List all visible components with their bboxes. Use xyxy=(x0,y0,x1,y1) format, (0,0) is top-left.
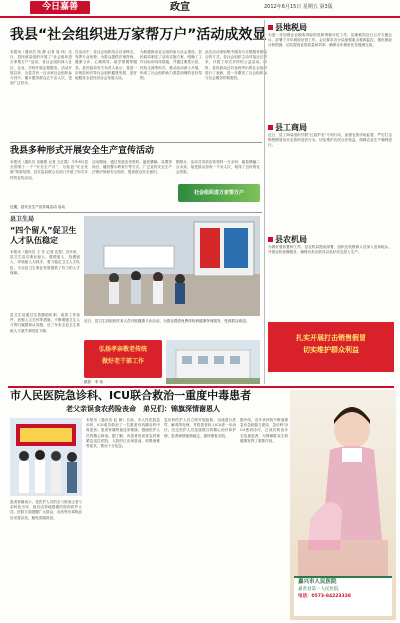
hospital-ad xyxy=(290,390,396,620)
story3-photo xyxy=(84,216,260,316)
story3-photo-caption: 近日，县卫生局组织医务人员开展健康义诊活动，为群众提供免费体检和健康咨询服务，受到群众欢迎。 xyxy=(84,319,250,323)
right-column xyxy=(268,22,392,93)
lead-column-2: 在活动中，各社会组织结合自身特点，发挥专业优势，为群众提供法律咨询、健康义诊、心理疏导、助学帮困等服务。县民政局有关负责人表示，将进一步规范和引导社会组织健康发展，更好地服务全县经济社会发展大局。 xyxy=(75,50,137,81)
hospital-column-2: 急诊科医护人员立即开展抢救，迅速进行洗胃、解毒等处理，并将患者转入ICU进一步治疗。经过医护人员连续数日的精心治疗和护理，患者病情逐渐稳定，最终康复出院。 xyxy=(164,418,236,438)
green-banner-text: 社会组织进万家帮万户 xyxy=(193,190,244,196)
lead-column-4: 此次活动采取集中服务与分散服务相结合的方式，各社会组织主动对接社区需求，开展了形式多样的公益活动。同时，县民政局还对表现突出的社会组织进行了表彰，进一步激发了社会组织参与社会服务的积极性。 xyxy=(205,50,267,81)
nurse-figure-illustration xyxy=(290,390,396,580)
section-name: 政宣 xyxy=(170,2,190,13)
hospital-ad-name: 嘉兴市人民医院 xyxy=(298,579,337,585)
red-ad-banner xyxy=(268,322,394,372)
doctors-illustration xyxy=(10,418,82,496)
right-box-3 xyxy=(268,234,392,301)
box3-text: 为做好夏收夏种工作，县农机局提前部署，组织农机维修人员深入田间地头，开展农机检修服务，确保各类农机具以良好状态投入生产。 xyxy=(268,245,392,255)
right-box-2 xyxy=(268,122,392,183)
box1-text: 为进一步加强企业税收风险防范和纳税评估工作，县地税局近日召开专题会议，部署下半年税收征管工作。会议要求各分局加强重点税源监控，强化税收分析预测，切实提高征管质量和效率，确保全年税收任务圆满完成。 xyxy=(268,33,392,48)
story2-headline: 我县多种形式开展安全生产宣传活动 xyxy=(10,146,155,156)
hospital-headline: 市人民医院急诊科、ICU联合救治一重度中毒患者 xyxy=(10,389,252,402)
hospital-subhead: 老父亲误食农药险丧命 弟兄们：锦旗深情谢恩人 xyxy=(66,405,220,413)
story3-headline: “四个留人”促卫生人才队伍稳定 xyxy=(10,226,77,245)
box3-title xyxy=(268,234,392,245)
lead-column-1: 本报讯（通讯员 钱 静 记者 周 伟）近日，县民政局组织开展了“社会组织进万家帮万户”活动，各社会组织深入社区、企业、学校开展志愿服务。活动开展以来，全县共有一百余家社会组织参与其中，累计服务群众五千余人次，受到广泛好评。 xyxy=(10,50,72,86)
story3-column-1: 本报讯（通讯员 王 芳 记者 沈思）近年来，县卫生局以事业留人、感情留人、待遇留人、环境留人为抓手，着力稳定卫生人才队伍，为全县卫生事业发展提供了有力的人才保障。 xyxy=(10,250,80,275)
story2-column-3: 据统计，活动共发放宣传资料一万余份，悬挂横幅二百余条，接受群众咨询一千余人次，取得了良好的社会效果。 xyxy=(176,160,260,175)
slogan-photo xyxy=(166,340,260,384)
story3-kicker: 县卫生局 xyxy=(10,216,35,223)
hospital-column-4: 据介绍，近年来该院不断加强急诊急救能力建设，急诊科与ICU密切协作，已成功救治多名危重患者，为保障群众生命健康发挥了重要作用。 xyxy=(240,418,288,443)
issue-info: 2012年6月15日 星期五 第3版 xyxy=(264,4,333,10)
story2-column-2: 活动期间，通过发放宣传资料、悬挂横幅、设置咨询台、播放警示教育片等方式，广泛宣传安全生产法律法规和安全知识，提高群众安全意识。 xyxy=(92,160,172,175)
divider xyxy=(10,212,262,213)
red-ad-line-2: 切实维护群众利益 xyxy=(303,346,359,354)
box3-title-text: 县农机局 xyxy=(275,235,307,244)
divider xyxy=(10,142,262,143)
building-illustration xyxy=(166,340,260,384)
slogan-credit: 摄影：李 伟 xyxy=(84,380,104,384)
hospital-column-3: 患者家属表示，是医护人员的全力救治让老父亲转危为安，他们由衷地感谢医院和医护人员。医院方面提醒广大群众，农药等有毒物品应妥善存放，避免误服误食。 xyxy=(10,500,82,520)
lead-column-3: 为积极推动社会组织参与社会建设，县民政局制定了活动实施方案，明确了工作目标和具体措施，并通过典型示范、经验交流等形式，推动活动深入开展，形成了社会组织助力基层治理的良好氛围。 xyxy=(140,50,202,81)
story3-column-2: 县卫生局通过完善激励机制、改善工作条件、加强人文关怀等措施，不断增强卫生人才的归属感和认同感，近三年来全县卫生系统人才流失率明显下降。 xyxy=(10,313,80,333)
masthead xyxy=(0,0,400,18)
slogan-line-1: 弘扬孝亲敬老传统 xyxy=(98,346,147,353)
bullet-square-icon xyxy=(268,237,273,242)
red-ad-line-1: 扎实开展打击销售假冒 xyxy=(296,334,366,342)
section-divider xyxy=(8,386,394,388)
hospital-ad-sub: 嘉善县第一人民医院 xyxy=(298,587,339,592)
newspaper-logo: 今日嘉善 xyxy=(30,1,90,14)
box2-text: 近日，县工商局组织开展“红盾护农”专项行动，加强农资市场监管，严厉打击销售假冒伪劣农资的违法行为，切实维护农民合法权益，保障农业生产顺利进行。 xyxy=(268,133,392,148)
hospital-column-1: 本报讯（通讯员 赵 颖）日前，市人民医院急诊科、ICU成功救治了一名重度有机磷农药中毒患者。患者家属特意送来锦旗，感谢医护人员的精心救治。据了解，该患者因误食农药被紧急送往医院，入院时已出现昏迷、呼吸困难等症状，情况十分危急。 xyxy=(86,418,160,449)
box2-title xyxy=(268,122,392,133)
slogan-box xyxy=(84,340,162,378)
column-divider xyxy=(264,20,265,384)
slogan-line-2: 做好老干部工作 xyxy=(101,358,144,365)
box1-title xyxy=(268,22,392,33)
box1-title-text: 县地税局 xyxy=(275,23,307,32)
story2-footnote: 近期，县安全生产宣传周活动 启动 xyxy=(10,205,66,209)
hospital-ad-footer xyxy=(294,576,392,616)
hospital-photo xyxy=(10,418,82,496)
bullet-square-icon xyxy=(268,125,273,130)
outdoor-scene-illustration xyxy=(84,216,260,316)
green-banner xyxy=(178,184,260,202)
lead-headline: 我县“社会组织进万家帮万户”活动成效显 xyxy=(10,27,267,43)
hospital-ad-phone: 电话：0573-84223338 xyxy=(298,594,351,599)
story2-column-1: 本报讯（通讯员 吴晓燕 记者 王红霞）今年6月是全国第十一个“安全生产月”，为营造“安全发展”浓厚氛围，县安监局联合各部门开展了形式多样的宣传活动。 xyxy=(10,160,88,180)
bullet-square-icon xyxy=(268,25,273,30)
box2-title-text: 县工商局 xyxy=(275,123,307,132)
